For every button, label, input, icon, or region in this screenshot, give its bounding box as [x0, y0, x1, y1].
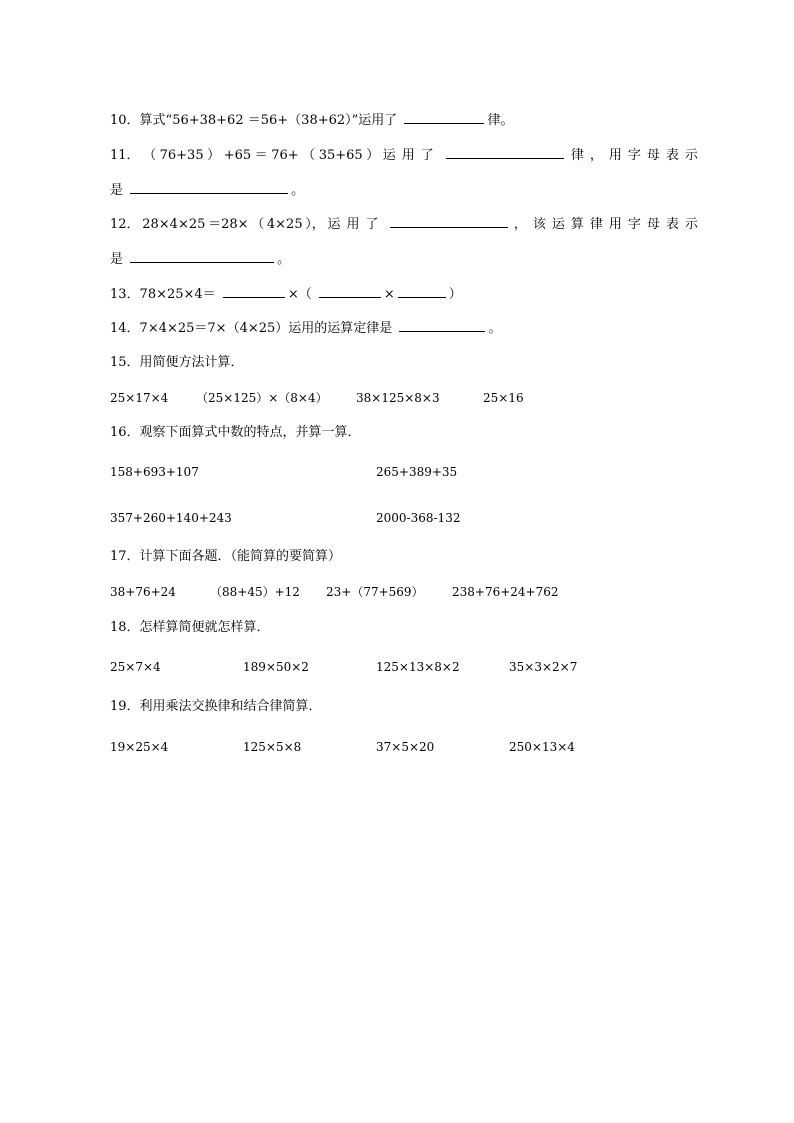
expression: 25×17×4 — [110, 391, 169, 405]
term: 76+35 — [159, 148, 204, 163]
expression: （25×125）×（8×4） — [196, 391, 328, 405]
term: 76+ — [271, 148, 299, 163]
expression: 158+693+107 — [110, 465, 199, 479]
question-text: 运用了 — [382, 148, 440, 163]
expression: 2000-368-132 — [376, 511, 461, 525]
question-text: 算式“56+38+62 ＝56+（38+62）”运用了 — [139, 113, 398, 128]
question-14 — [110, 319, 704, 338]
answer-blank[interactable] — [130, 181, 288, 194]
expression: 125×13×8×2 — [376, 660, 460, 674]
paren: ） — [366, 148, 380, 163]
question-number: 17． — [110, 549, 140, 564]
paren: （ — [251, 217, 265, 232]
expression: 35×3×2×7 — [509, 660, 578, 674]
question-number: 13． — [110, 287, 140, 302]
question-text: 78×25×4＝ — [139, 287, 216, 302]
expression: 25×16 — [483, 391, 524, 405]
answer-blank[interactable] — [223, 285, 285, 298]
question-text: ） — [448, 287, 462, 302]
question-text: 。 — [488, 321, 502, 336]
question-13 — [110, 285, 704, 304]
question-text: ，该运算律用字母表示 — [513, 217, 704, 232]
question-title: 用简便方法计算． — [139, 355, 244, 370]
question-text: ×（ — [287, 287, 312, 302]
expression: 265+389+35 — [376, 465, 458, 479]
question-number: 18． — [110, 620, 140, 635]
question-text: 是 — [110, 183, 124, 198]
expression: 38×125×8×3 — [356, 391, 440, 405]
question-text: 律，用字母表示 — [570, 148, 704, 163]
answer-blank[interactable] — [319, 285, 381, 298]
question-19 — [110, 698, 704, 716]
question-10 — [110, 111, 704, 130]
paren: （ — [302, 148, 316, 163]
question-text: 。 — [291, 183, 305, 198]
question-title: 怎样算简便就怎样算． — [139, 620, 270, 635]
question-number: 15． — [110, 355, 140, 370]
answer-blank[interactable] — [404, 111, 484, 124]
expression: 37×5×20 — [376, 740, 435, 754]
expression: 25×7×4 — [110, 660, 161, 674]
question-17 — [110, 548, 704, 566]
question-text: 。 — [277, 252, 291, 267]
question-12 — [110, 215, 704, 234]
paren: ）， — [305, 217, 325, 232]
answer-blank[interactable] — [398, 285, 446, 298]
question-text: × — [383, 287, 395, 302]
question-text: 7×4×25＝7×（4×25）运用的运算定律是 — [139, 321, 393, 336]
answer-blank[interactable] — [446, 146, 564, 159]
answer-blank[interactable] — [130, 250, 274, 263]
question-text: 运用了 — [327, 217, 385, 232]
expression: 125×5×8 — [243, 740, 302, 754]
term: 28×4×25 — [142, 217, 206, 232]
question-text: 是 — [110, 252, 124, 267]
question-title: 观察下面算式中数的特点，并算一算． — [139, 425, 361, 440]
question-12-line-2 — [110, 250, 704, 269]
term: 4×25 — [266, 217, 303, 232]
question-16 — [110, 424, 704, 442]
question-11-line-2 — [110, 181, 704, 200]
question-number: 14． — [110, 321, 140, 336]
question-text: 律。 — [487, 113, 514, 128]
answer-blank[interactable] — [399, 319, 485, 332]
paren: （ — [143, 148, 157, 163]
equals: ＝ — [254, 148, 268, 163]
term: ＝28× — [208, 217, 249, 232]
question-15 — [110, 354, 704, 372]
term: +65 — [223, 148, 252, 163]
question-title: 利用乘法交换律和结合律简算． — [139, 699, 322, 714]
expression: 250×13×4 — [509, 740, 575, 754]
question-title: 计算下面各题．（能简算的要简算） — [139, 549, 342, 564]
expression: 19×25×4 — [110, 740, 169, 754]
question-18 — [110, 619, 704, 637]
expression: 357+260+140+243 — [110, 511, 232, 525]
paren: ） — [207, 148, 221, 163]
expression: （88+45）+12 — [210, 585, 300, 599]
question-number: 10． — [110, 113, 140, 128]
expression: 238+76+24+762 — [452, 585, 559, 599]
answer-blank[interactable] — [390, 215, 508, 228]
expression: 38+76+24 — [110, 585, 176, 599]
question-number: 12． — [110, 217, 140, 232]
expression: 189×50×2 — [243, 660, 309, 674]
question-number: 16． — [110, 425, 140, 440]
question-number: 19． — [110, 699, 140, 714]
expression: 23+（77+569） — [326, 585, 424, 599]
question-number: 11． — [110, 148, 140, 163]
question-11 — [110, 146, 704, 165]
term: 35+65 — [318, 148, 363, 163]
